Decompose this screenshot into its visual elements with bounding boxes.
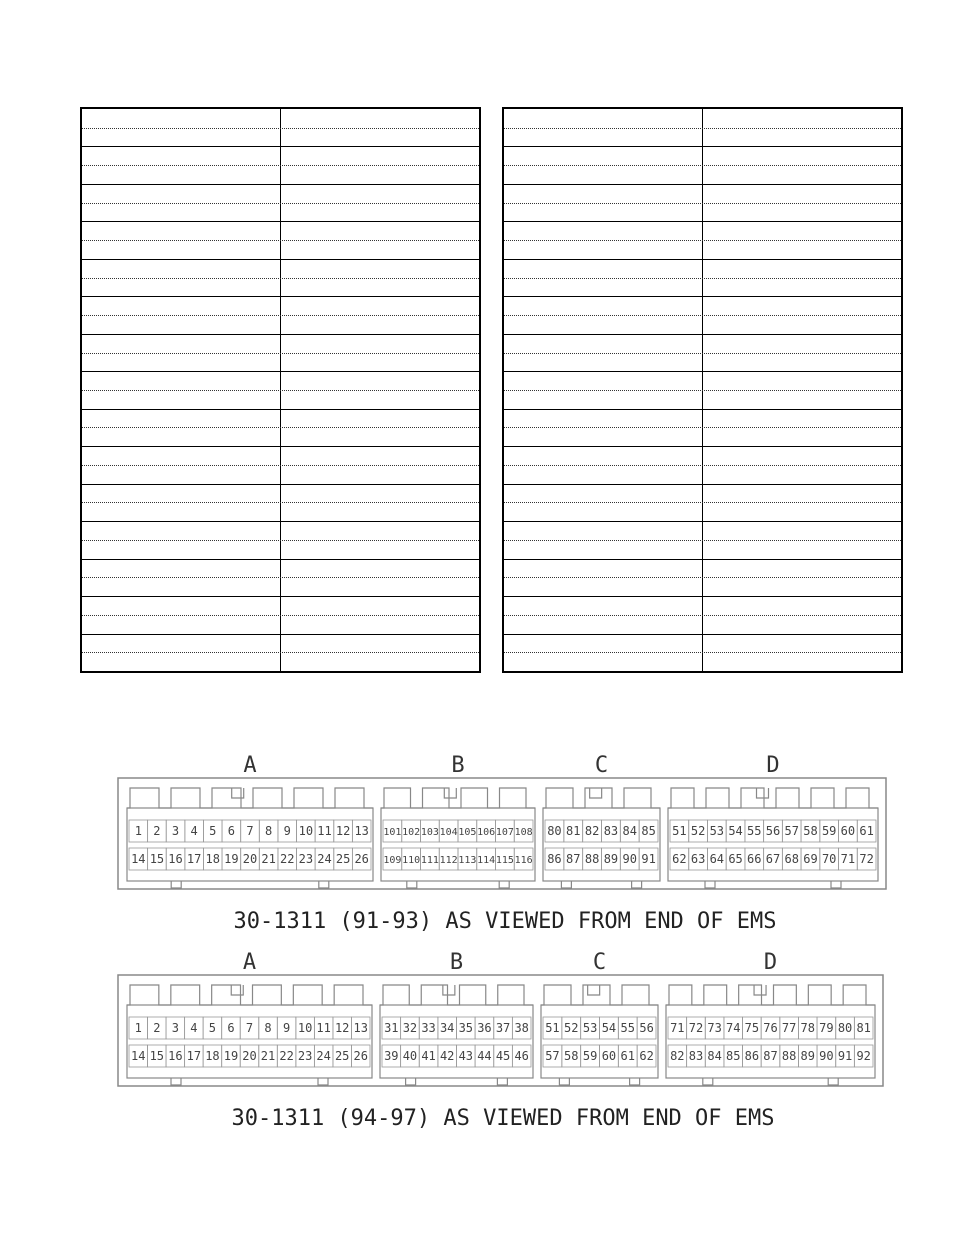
pin-number: 65 [728, 852, 743, 866]
connector-block-d [666, 950, 875, 1085]
pin-number: 4 [190, 1021, 198, 1035]
pin-number: 10 [297, 1021, 313, 1035]
connector-foot [705, 881, 715, 888]
connector-block-a [127, 753, 373, 888]
connector-foot [559, 1078, 569, 1085]
connector-foot [171, 881, 181, 888]
pin-number: 85 [726, 1049, 741, 1063]
pin-number: 39 [384, 1049, 399, 1063]
pin-number: 115 [495, 855, 514, 866]
pin-number: 2 [153, 824, 161, 838]
pin-number: 14 [131, 1049, 146, 1063]
pin-number: 16 [168, 1049, 183, 1063]
pin-number: 20 [242, 1049, 257, 1063]
connector-key-tab [754, 985, 766, 995]
pin-number: 74 [726, 1021, 741, 1035]
pin-number: 3 [171, 824, 180, 838]
pin-number: 86 [744, 1049, 760, 1063]
pin-number: 42 [439, 1049, 455, 1063]
pin-number: 104 [439, 827, 458, 838]
pin-number: 6 [227, 1021, 235, 1035]
pin-number: 10 [298, 824, 314, 838]
pin-number: 51 [672, 824, 687, 838]
pin-number: 55 [620, 1021, 635, 1035]
connector-block-a [127, 950, 372, 1085]
connector-block-letter: B [451, 753, 465, 778]
pin-number: 116 [514, 855, 533, 866]
pin-number: 84 [622, 824, 637, 838]
pin-number: 83 [688, 1049, 704, 1063]
connector-latch-profile [668, 788, 878, 808]
pin-number: 25 [334, 1049, 350, 1063]
pin-number: 101 [383, 827, 402, 838]
connector-block-letter: C [594, 753, 609, 778]
pin-number: 80 [547, 824, 562, 838]
connector-block-c [541, 950, 658, 1085]
pin-number: 22 [279, 1049, 294, 1063]
pin-number: 81 [566, 824, 581, 838]
pin-number: 91 [641, 852, 656, 866]
pin-number: 21 [260, 1049, 276, 1063]
pin-number: 55 [747, 824, 762, 838]
pin-number: 26 [354, 852, 369, 866]
pin-number: 90 [622, 852, 637, 866]
pin-number: 70 [821, 852, 837, 866]
pin-number: 68 [784, 852, 799, 866]
pin-number: 13 [353, 1021, 368, 1035]
pin-number: 81 [856, 1021, 871, 1035]
pin-number: 52 [564, 1021, 579, 1035]
pin-number: 80 [837, 1021, 853, 1035]
connector-block-letter: B [449, 950, 464, 975]
pin-number: 22 [280, 852, 295, 866]
pin-number: 62 [672, 852, 687, 866]
pin-number: 44 [477, 1049, 492, 1063]
pin-number: 52 [690, 824, 706, 838]
pin-number: 88 [584, 852, 600, 866]
pin-number: 31 [384, 1021, 399, 1035]
pin-number: 11 [316, 1021, 331, 1035]
pin-number: 17 [186, 1049, 202, 1063]
pin-number: 69 [803, 852, 818, 866]
pin-number: 89 [603, 852, 619, 866]
pin-number: 75 [744, 1021, 760, 1035]
pin-number: 57 [784, 824, 799, 838]
pin-number: 4 [190, 824, 198, 838]
connector-foot [561, 881, 571, 888]
pin-number: 23 [297, 1049, 313, 1063]
pin-number: 59 [821, 824, 837, 838]
connector-key-tab [588, 985, 600, 995]
pin-number: 60 [840, 824, 856, 838]
pin-number: 67 [765, 852, 781, 866]
connector-foot [319, 881, 329, 888]
pin-number: 32 [402, 1021, 418, 1035]
pin-number: 26 [353, 1049, 368, 1063]
pin-number: 59 [582, 1049, 598, 1063]
pin-number: 66 [747, 852, 762, 866]
pin-number: 92 [856, 1049, 871, 1063]
pin-number: 1 [134, 824, 142, 838]
pin-number: 21 [261, 852, 276, 866]
pin-number: 56 [639, 1021, 654, 1035]
pin-number: 16 [168, 852, 183, 866]
pin-number: 41 [421, 1049, 436, 1063]
connector-block-b [381, 753, 535, 888]
pin-number: 79 [819, 1021, 834, 1035]
pin-number: 114 [477, 855, 496, 866]
pin-number: 11 [317, 824, 332, 838]
pin-number: 86 [547, 852, 562, 866]
pin-number: 5 [208, 1021, 217, 1035]
pin-number: 17 [186, 852, 202, 866]
pin-number: 61 [859, 824, 874, 838]
pin-number: 58 [803, 824, 818, 838]
pin-number: 33 [421, 1021, 436, 1035]
pin-number: 7 [245, 1021, 254, 1035]
pin-number: 85 [641, 824, 656, 838]
pin-number: 1 [134, 1021, 142, 1035]
connector-foot [703, 1078, 713, 1085]
pin-number: 35 [458, 1021, 474, 1035]
pin-number: 71 [840, 852, 856, 866]
pin-number: 14 [131, 852, 146, 866]
pin-number: 76 [763, 1021, 778, 1035]
pin-number: 24 [317, 852, 332, 866]
pin-number: 78 [800, 1021, 815, 1035]
pin-number: 53 [582, 1021, 598, 1035]
pin-number: 71 [670, 1021, 685, 1035]
pin-number: 111 [420, 855, 439, 866]
pin-number: 89 [800, 1049, 815, 1063]
connector-block-letter: D [766, 753, 780, 778]
pin-number: 62 [639, 1049, 654, 1063]
pin-number: 108 [514, 827, 533, 838]
connector-foot [318, 1078, 328, 1085]
connector-foot [499, 881, 509, 888]
pin-number: 102 [402, 827, 421, 838]
pin-number: 9 [283, 824, 291, 838]
pin-number: 8 [264, 1021, 272, 1035]
connector-foot [497, 1078, 507, 1085]
connector-block-b [380, 950, 533, 1085]
connector-1 [118, 753, 886, 934]
connector-block-letter: A [243, 753, 257, 778]
connector-key-tab [231, 985, 243, 995]
pin-number: 9 [282, 1021, 291, 1035]
pin-number: 6 [227, 824, 236, 838]
pin-number: 82 [670, 1049, 685, 1063]
pin-number: 38 [514, 1021, 529, 1035]
connector-foot [630, 1078, 640, 1085]
pin-number: 51 [545, 1021, 560, 1035]
pin-number: 61 [620, 1049, 635, 1063]
pin-number: 36 [477, 1021, 492, 1035]
pin-number: 34 [439, 1021, 455, 1035]
pin-number: 8 [264, 824, 273, 838]
pin-number: 84 [707, 1049, 722, 1063]
pin-number: 40 [402, 1049, 418, 1063]
pin-number: 18 [205, 1049, 220, 1063]
pin-number: 113 [458, 855, 477, 866]
pin-number: 5 [209, 824, 217, 838]
connector-caption: 30-1311 (94-97) AS VIEWED FROM END OF EMS [231, 1106, 775, 1131]
connector-2 [118, 950, 883, 1131]
connector-foot [831, 881, 841, 888]
connector-key-tab [443, 985, 455, 995]
pin-number: 45 [495, 1049, 511, 1063]
pin-number: 15 [149, 852, 165, 866]
pin-number: 58 [564, 1049, 579, 1063]
pin-number: 25 [335, 852, 351, 866]
connector-latch-profile [666, 985, 875, 1005]
connector-key-tab [590, 788, 602, 798]
pin-number: 82 [584, 824, 600, 838]
pin-number: 57 [545, 1049, 560, 1063]
connector-key-tab [232, 788, 244, 798]
pin-number: 73 [707, 1021, 722, 1035]
pin-number: 88 [781, 1049, 797, 1063]
connector-foot [407, 881, 417, 888]
pin-number: 64 [709, 852, 725, 866]
pin-number: 87 [566, 852, 581, 866]
connector-block-letter: A [242, 950, 257, 975]
pin-number: 46 [514, 1049, 529, 1063]
pin-number: 112 [439, 855, 458, 866]
pin-number: 2 [153, 1021, 161, 1035]
pin-number: 53 [709, 824, 725, 838]
connector-key-tab [444, 788, 456, 798]
pin-number: 19 [223, 1049, 239, 1063]
pin-number: 105 [458, 827, 477, 838]
pin-number: 72 [859, 852, 874, 866]
pin-number: 23 [298, 852, 314, 866]
pin-number: 56 [765, 824, 781, 838]
pin-number: 72 [688, 1021, 704, 1035]
connector-foot [632, 881, 642, 888]
connector-foot [828, 1078, 838, 1085]
connector-foot [171, 1078, 181, 1085]
pin-number: 18 [205, 852, 220, 866]
connector-foot [406, 1078, 416, 1085]
connector-latch-profile [127, 788, 373, 808]
connector-latch-profile [127, 985, 372, 1005]
connector-key-tab [757, 788, 769, 798]
connector-caption: 30-1311 (91-93) AS VIEWED FROM END OF EMS [233, 909, 777, 934]
pin-number: 109 [383, 855, 402, 866]
pin-number: 20 [242, 852, 258, 866]
pin-number: 12 [334, 1021, 350, 1035]
pin-number: 106 [477, 827, 496, 838]
pin-number: 110 [402, 855, 421, 866]
pin-number: 13 [354, 824, 369, 838]
pin-number: 77 [781, 1021, 797, 1035]
pin-number: 60 [601, 1049, 617, 1063]
pin-number: 54 [601, 1021, 617, 1035]
pin-number: 107 [495, 827, 514, 838]
pin-number: 91 [837, 1049, 853, 1063]
pin-number: 43 [458, 1049, 474, 1063]
connector-block-letter: D [763, 950, 778, 975]
pin-number: 63 [690, 852, 706, 866]
connector-latch-profile [380, 985, 533, 1005]
connector-block-d [668, 753, 878, 888]
pin-number: 90 [819, 1049, 834, 1063]
pin-number: 12 [335, 824, 351, 838]
connector-block-letter: C [592, 950, 607, 975]
connector-latch-profile [381, 788, 535, 808]
pin-number: 83 [603, 824, 619, 838]
pin-number: 24 [316, 1049, 331, 1063]
pin-number: 7 [246, 824, 254, 838]
connector-block-c [543, 753, 660, 888]
pin-number: 15 [149, 1049, 165, 1063]
pin-number: 3 [171, 1021, 179, 1035]
pin-number: 37 [495, 1021, 511, 1035]
pin-number: 19 [224, 852, 239, 866]
pin-number: 87 [763, 1049, 778, 1063]
pin-number: 103 [420, 827, 439, 838]
pin-number: 54 [728, 824, 743, 838]
